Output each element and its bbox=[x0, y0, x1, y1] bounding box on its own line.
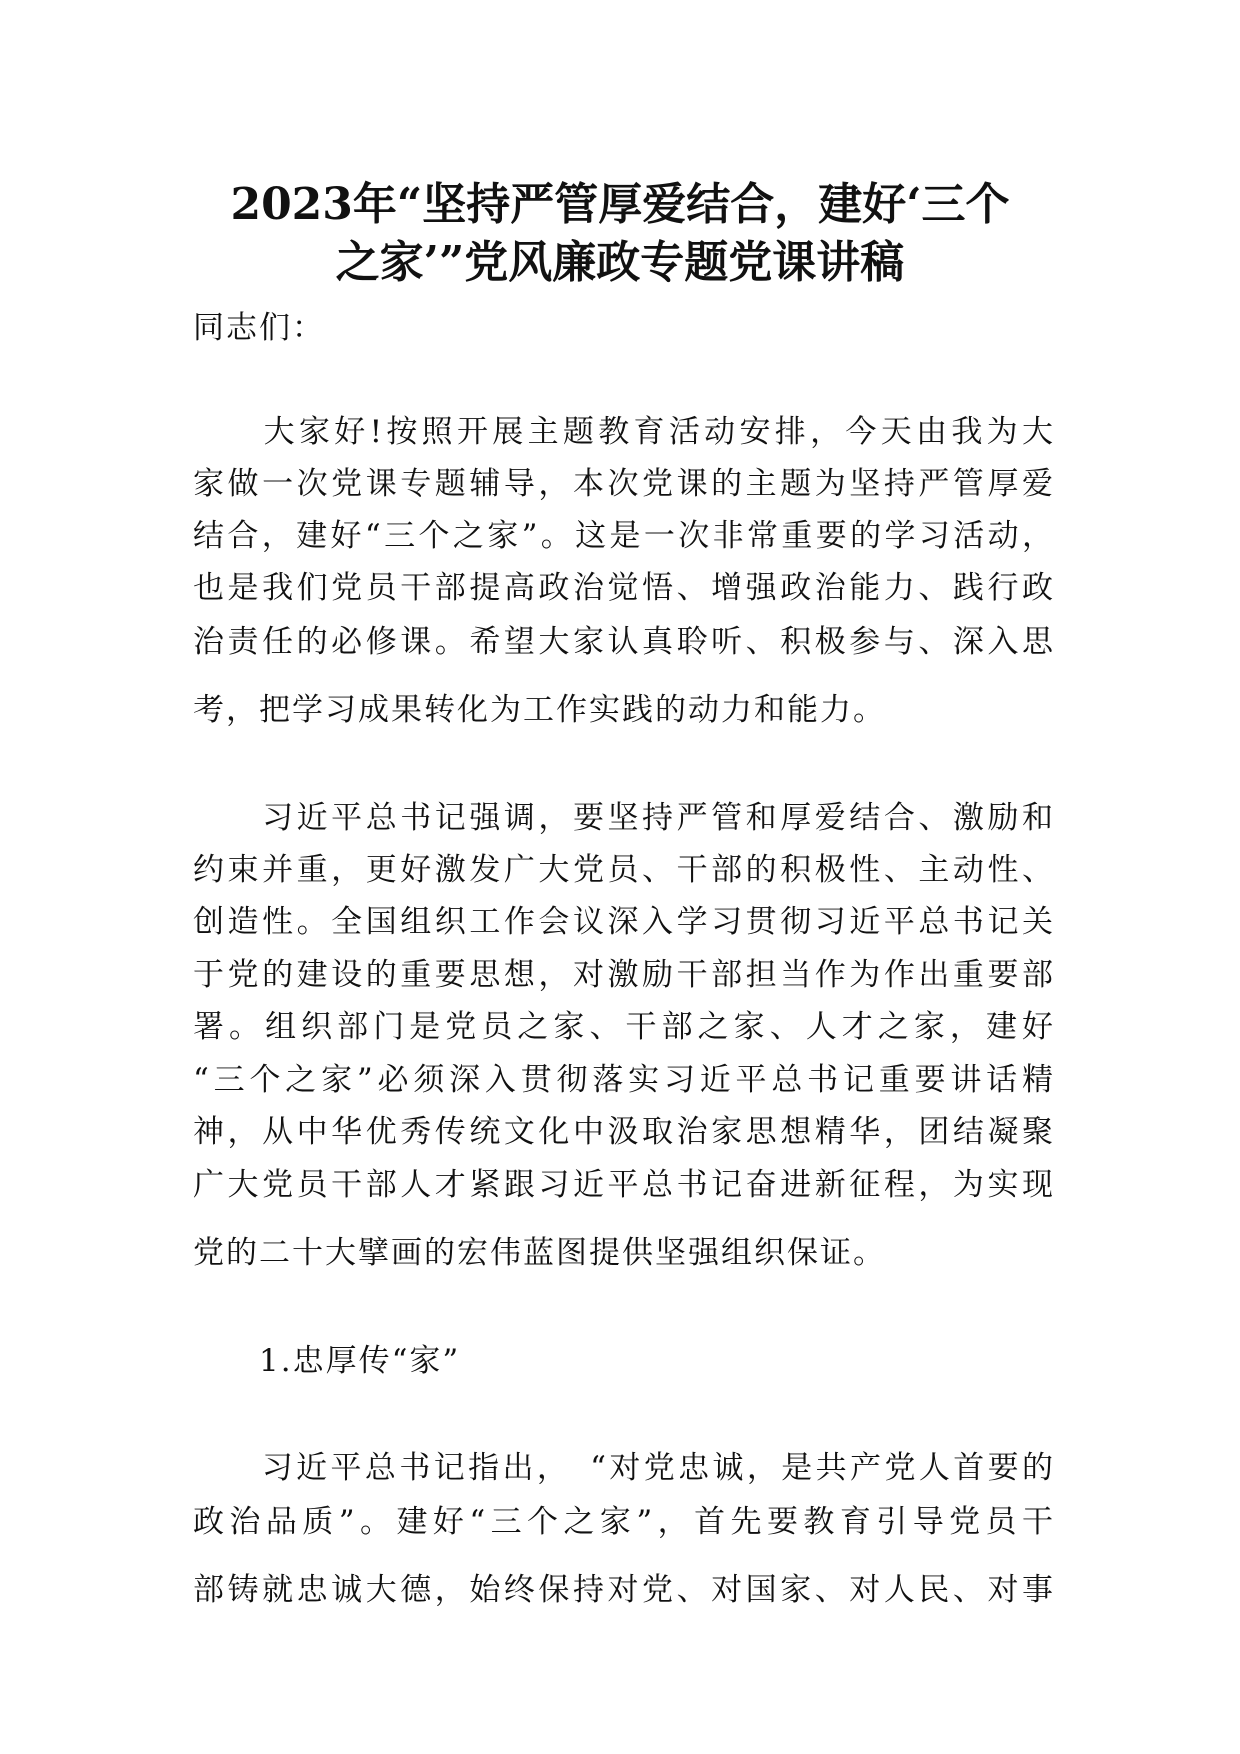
document-title-line-2: 之家’”党风廉政专题党课讲稿 bbox=[335, 237, 905, 288]
paragraph-2-line: 署。组织部门是党员之家、干部之家、人才之家，建好 bbox=[193, 1009, 1053, 1045]
paragraph-2-line: 创造性。全国组织工作会议深入学习贯彻习近平总书记关 bbox=[193, 904, 1053, 940]
paragraph-2-line: 习近平总书记强调，要坚持严管和厚爱结合、激励和 bbox=[193, 800, 1053, 836]
document-title-line-1: 2023年“坚持严管厚爱结合，建好‘三个 bbox=[230, 179, 1010, 230]
paragraph-1-line: 也是我们党员干部提高政治觉悟、增强政治能力、践行政 bbox=[193, 570, 1053, 606]
paragraph-2-line: 神，从中华优秀传统文化中汲取治家思想精华，团结凝聚 bbox=[193, 1114, 1053, 1150]
paragraph-2-line: 广大党员干部人才紧跟习近平总书记奋进新征程，为实现 bbox=[193, 1167, 1053, 1203]
salutation: 同志们： bbox=[193, 310, 325, 346]
paragraph-2-line: “三个之家”必须深入贯彻落实习近平总书记重要讲话精 bbox=[193, 1062, 1053, 1098]
paragraph-3-line: 习近平总书记指出， “对党忠诚，是共产党人首要的 bbox=[193, 1450, 1053, 1486]
paragraph-1-line: 治责任的必修课。希望大家认真聆听、积极参与、深入思 bbox=[193, 624, 1053, 660]
paragraph-3-line: 政治品质”。建好“三个之家”，首先要教育引导党员干 bbox=[193, 1504, 1053, 1540]
paragraph-1-line: 家做一次党课专题辅导，本次党课的主题为坚持严管厚爱 bbox=[193, 466, 1053, 502]
paragraph-2-line: 于党的建设的重要思想，对激励干部担当作为作出重要部 bbox=[193, 957, 1053, 993]
paragraph-1-line: 结合，建好“三个之家”。这是一次非常重要的学习活动， bbox=[193, 518, 1053, 554]
section-heading: 1.忠厚传“家” bbox=[193, 1343, 461, 1379]
paragraph-1-line: 大家好!按照开展主题教育活动安排，今天由我为大 bbox=[193, 414, 1053, 450]
paragraph-3-line: 部铸就忠诚大德，始终保持对党、对国家、对人民、对事 bbox=[193, 1572, 1053, 1608]
paragraph-2-line: 约束并重，更好激发广大党员、干部的积极性、主动性、 bbox=[193, 852, 1053, 888]
paragraph-2-line: 党的二十大擘画的宏伟蓝图提供坚强组织保证。 bbox=[193, 1235, 886, 1271]
paragraph-1-line: 考，把学习成果转化为工作实践的动力和能力。 bbox=[193, 692, 886, 728]
